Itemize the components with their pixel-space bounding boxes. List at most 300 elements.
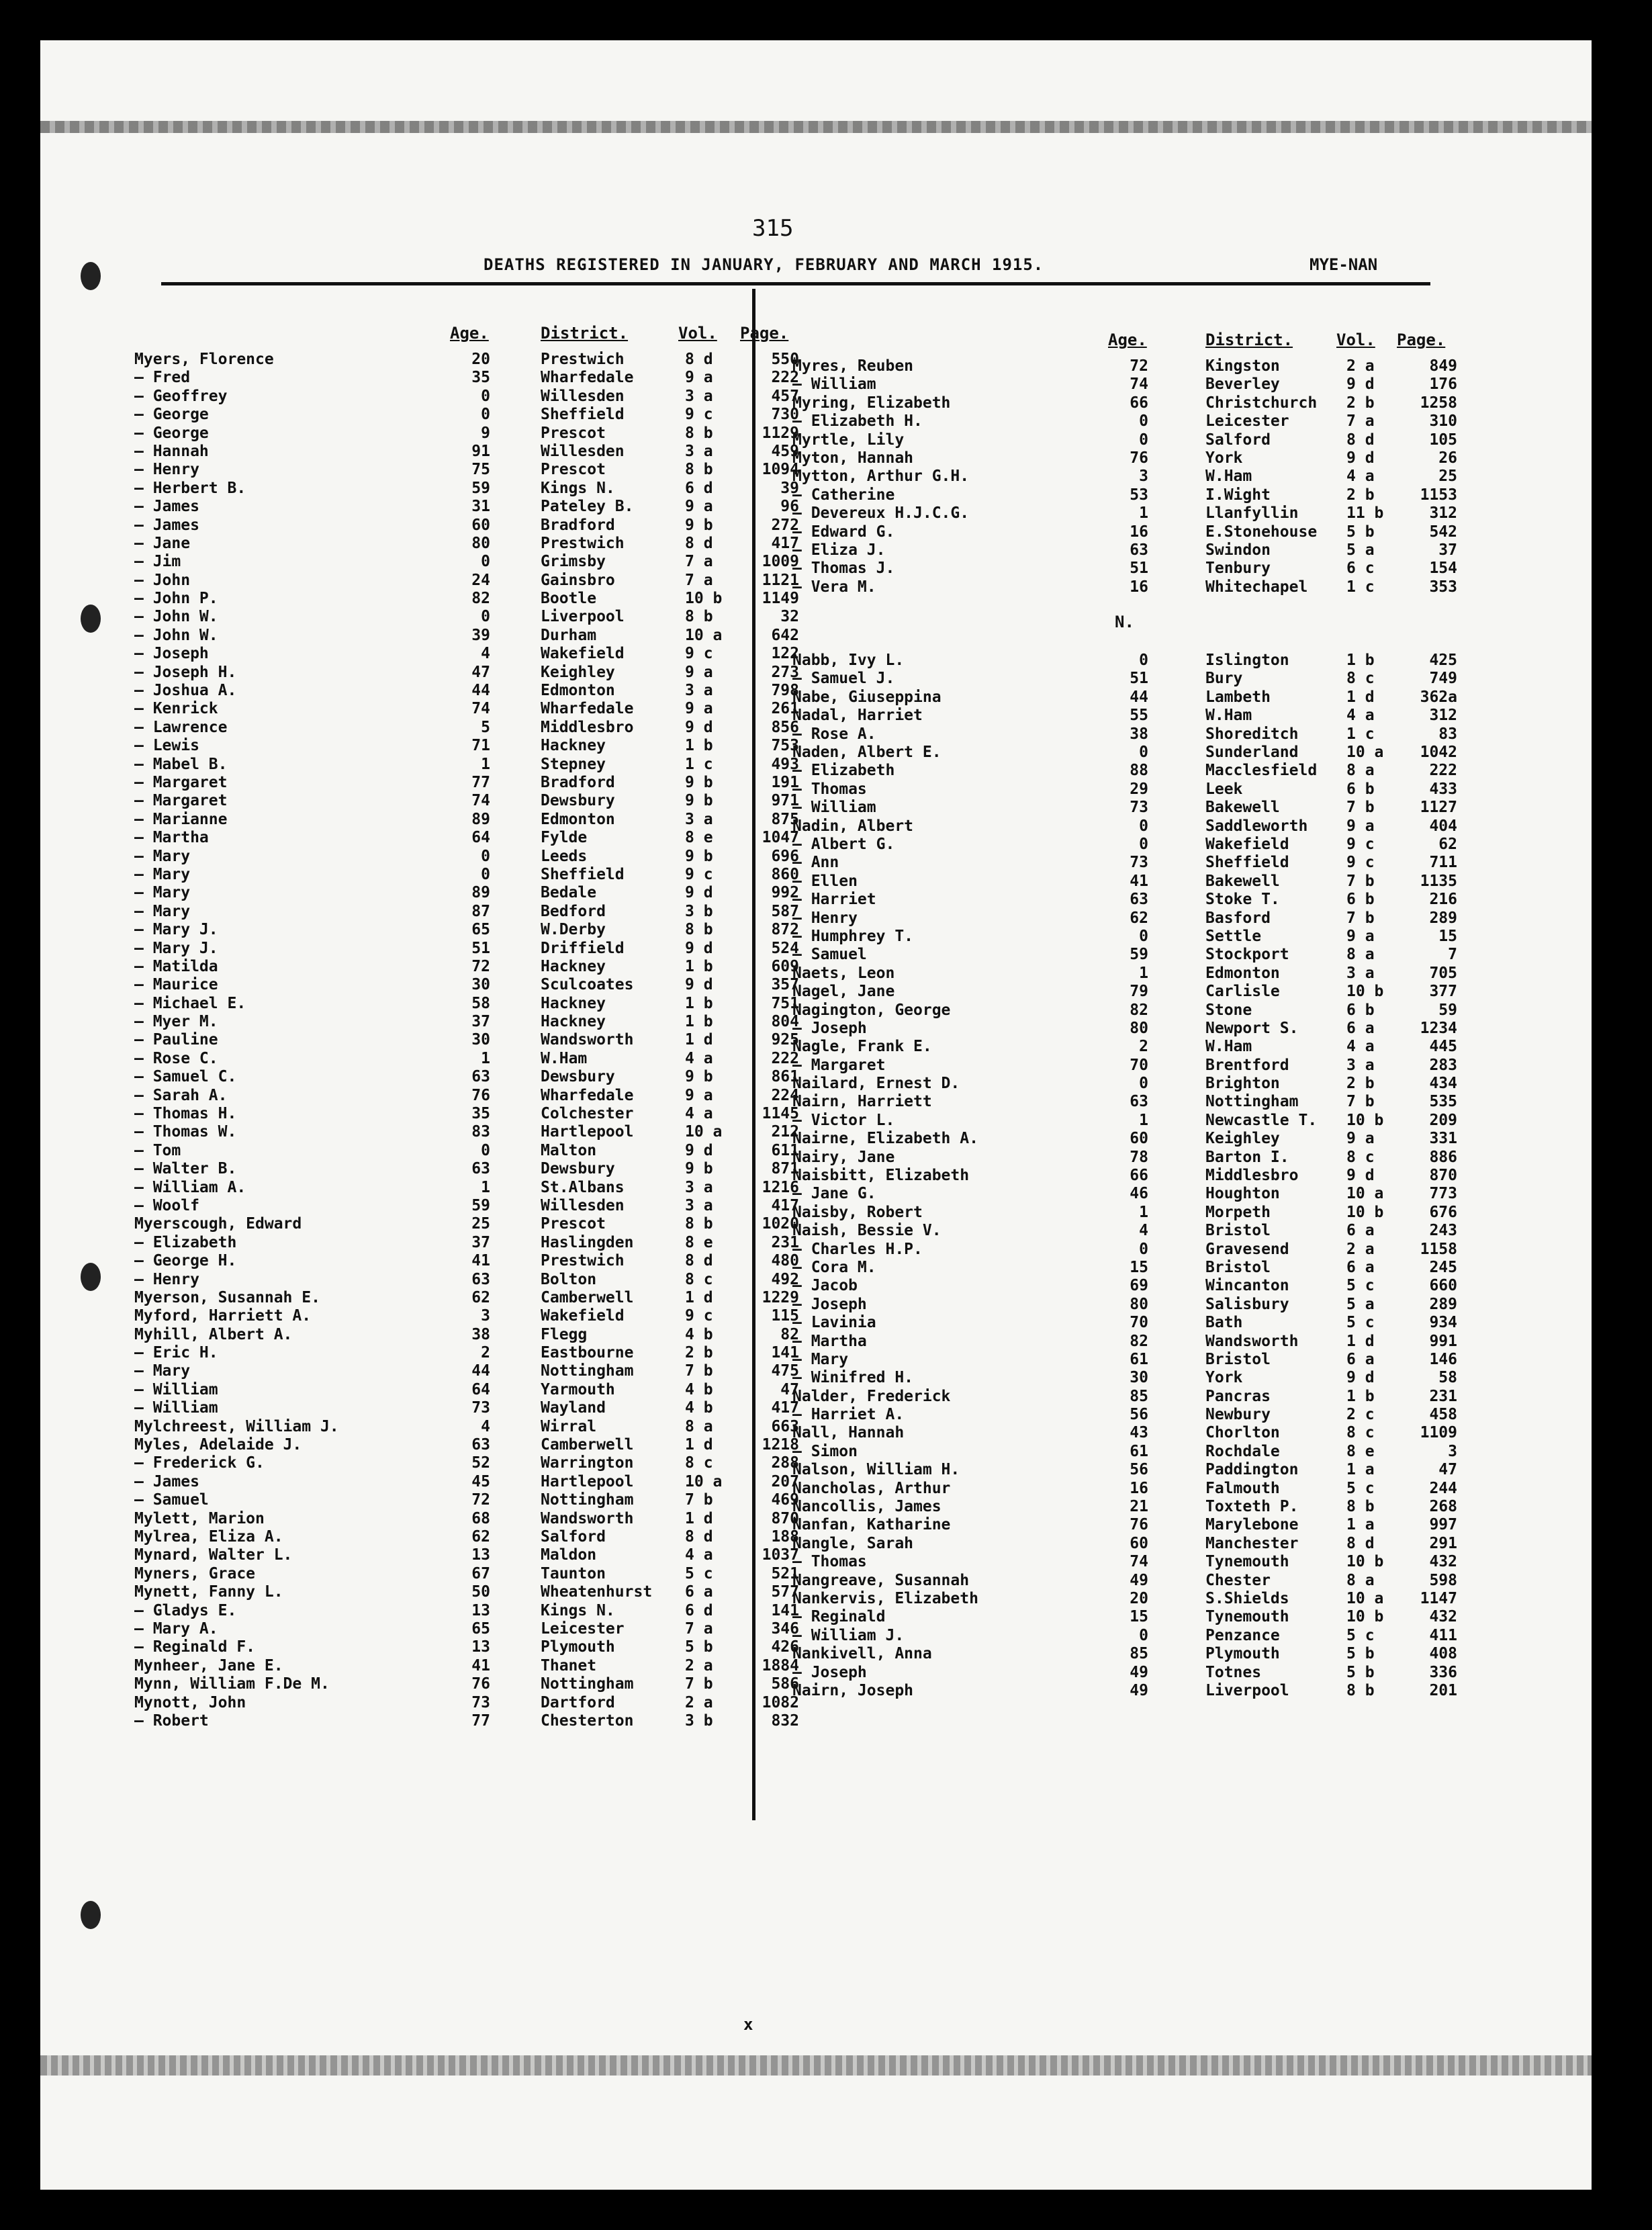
register-entry	[134, 1601, 799, 1620]
entry-vol: 5 b	[685, 1638, 713, 1656]
entry-name: — Mary J.	[134, 939, 218, 957]
entry-district: Toxteth P.	[1205, 1498, 1299, 1516]
entry-page: 357	[771, 976, 799, 994]
entry-age: 41	[1130, 872, 1148, 890]
register-entry	[792, 1038, 1457, 1056]
entry-vol: 7 a	[685, 571, 713, 589]
entry-name: — Harriet	[792, 891, 876, 909]
register-entry	[134, 1399, 799, 1417]
entry-age: 59	[1130, 946, 1148, 964]
entry-page: 992	[771, 884, 799, 902]
register-entry	[134, 1123, 799, 1141]
entry-vol: 3 a	[685, 1178, 713, 1196]
punch-hole	[81, 262, 101, 290]
entry-page: 1020	[762, 1215, 799, 1233]
entry-vol: 1 c	[1346, 578, 1375, 596]
entry-age: 44	[471, 682, 490, 700]
entry-vol: 3 a	[685, 442, 713, 460]
entry-age: 16	[1130, 578, 1148, 596]
register-entry	[792, 1001, 1457, 1020]
entry-district: Wakefield	[1205, 835, 1289, 853]
entry-age: 47	[471, 663, 490, 681]
entry-name: Nankivell, Anna	[792, 1645, 932, 1663]
entry-age: 73	[471, 1693, 490, 1711]
entry-vol: 7 b	[1346, 909, 1375, 927]
entry-district: Bootle	[541, 590, 597, 608]
page-title: DEATHS REGISTERED IN JANUARY, FEBRUARY AND MARCH 1915.	[484, 255, 1044, 274]
entry-name: — Mary A.	[134, 1619, 218, 1638]
entry-vol: 9 c	[685, 645, 713, 663]
entry-name: Nailard, Ernest D.	[792, 1075, 960, 1093]
entry-vol: 8 c	[685, 1454, 713, 1472]
register-entry	[134, 810, 799, 829]
entry-district: Bedale	[541, 884, 597, 902]
register-entry	[792, 394, 1457, 412]
entry-age: 4	[481, 645, 490, 663]
entry-name: Mytton, Arthur G.H.	[792, 467, 970, 486]
entry-district: Bradford	[541, 773, 615, 791]
entry-name: — William	[134, 1380, 218, 1398]
entry-age: 72	[1130, 357, 1148, 375]
entry-page: 445	[1429, 1038, 1457, 1056]
entry-vol: 5 c	[685, 1564, 713, 1582]
entry-district: Sheffield	[1205, 854, 1289, 872]
entry-age: 16	[1130, 1479, 1148, 1497]
entry-age: 39	[471, 626, 490, 644]
entry-name: — Myer M.	[134, 1013, 218, 1031]
entry-vol: 8 e	[685, 829, 713, 847]
entry-vol: 7 a	[685, 553, 713, 571]
entry-age: 87	[471, 902, 490, 920]
entry-vol: 9 a	[1346, 1130, 1375, 1148]
entry-age: 31	[471, 498, 490, 516]
register-entry	[792, 744, 1457, 762]
register-entry	[134, 1196, 799, 1215]
entry-age: 76	[1130, 449, 1148, 467]
entry-page: 243	[1429, 1222, 1457, 1240]
entry-district: Carlisle	[1205, 983, 1280, 1001]
entry-name: Nagle, Frank E.	[792, 1038, 932, 1056]
entry-age: 70	[1130, 1314, 1148, 1332]
entry-page: 587	[771, 902, 799, 920]
entry-vol: 2 b	[685, 1344, 713, 1362]
register-entry	[792, 1222, 1457, 1240]
entry-page: 798	[771, 682, 799, 700]
entry-name: Myerson, Susannah E.	[134, 1288, 320, 1306]
entry-page: 312	[1429, 504, 1457, 523]
entry-name: — Jim	[134, 553, 181, 571]
entry-district: Sculcoates	[541, 976, 634, 994]
entry-age: 53	[1130, 486, 1148, 504]
entry-age: 63	[1130, 541, 1148, 559]
entry-name: — William	[792, 375, 876, 394]
entry-page: 749	[1429, 670, 1457, 688]
entry-age: 56	[1130, 1406, 1148, 1424]
entry-page: 832	[771, 1711, 799, 1730]
entry-district: Willesden	[541, 442, 625, 460]
entry-district: Sunderland	[1205, 744, 1299, 762]
entry-district: E.Stonehouse	[1205, 523, 1318, 541]
entry-page: 26	[1438, 449, 1457, 467]
entry-name: — Humphrey T.	[792, 927, 914, 945]
entry-vol: 3 b	[685, 1711, 713, 1730]
register-entry	[134, 1049, 799, 1068]
entry-vol: 6 a	[1346, 1222, 1375, 1240]
entry-age: 13	[471, 1546, 490, 1564]
register-entry	[134, 626, 799, 645]
entry-district: Bakewell	[1205, 799, 1280, 817]
entry-district: Hartlepool	[541, 1472, 634, 1490]
entry-page: 535	[1429, 1093, 1457, 1111]
entry-name: Mylett, Marion	[134, 1509, 265, 1527]
entry-name: — Eliza J.	[792, 541, 886, 559]
entry-district: Beverley	[1205, 375, 1280, 394]
entry-vol: 4 a	[1346, 1038, 1375, 1056]
entry-vol: 9 a	[1346, 817, 1375, 835]
register-entry	[792, 541, 1457, 560]
register-entry	[134, 1638, 799, 1656]
register-entry	[134, 1711, 799, 1730]
register-entry	[792, 1314, 1457, 1332]
entry-district: Maldon	[541, 1546, 597, 1564]
register-entry	[792, 431, 1457, 449]
entry-vol: 4 a	[1346, 467, 1375, 486]
entry-age: 2	[481, 1344, 490, 1362]
entry-age: 51	[1130, 560, 1148, 578]
entry-name: Mynn, William F.De M.	[134, 1675, 330, 1693]
entry-age: 0	[1139, 1626, 1148, 1644]
entry-name: — Thomas	[792, 780, 867, 798]
entry-district: Bath	[1205, 1314, 1243, 1332]
entry-page: 1149	[762, 590, 799, 608]
entry-name: Nalder, Frederick	[792, 1387, 951, 1405]
entry-district: Barton I.	[1205, 1148, 1289, 1166]
entry-name: — Thomas W.	[134, 1123, 237, 1141]
scan-edge-band	[40, 121, 1592, 133]
entry-age: 65	[471, 921, 490, 939]
entry-page: 272	[771, 516, 799, 534]
entry-vol: 3 b	[685, 902, 713, 920]
entry-vol: 9 b	[685, 792, 713, 810]
entry-district: Newport S.	[1205, 1019, 1299, 1037]
entry-vol: 9 a	[685, 700, 713, 718]
entry-vol: 9 d	[685, 1141, 713, 1159]
entry-page: 1042	[1420, 744, 1457, 762]
entry-name: — William A.	[134, 1178, 246, 1196]
entry-page: 408	[1429, 1645, 1457, 1663]
left-column	[134, 324, 799, 1730]
entry-age: 50	[471, 1583, 490, 1601]
register-entry	[134, 1141, 799, 1160]
entry-age: 63	[471, 1270, 490, 1288]
entry-district: Edmonton	[541, 682, 615, 700]
entry-vol: 1 a	[1346, 1516, 1375, 1534]
entry-page: 245	[1429, 1258, 1457, 1276]
entry-district: Tynemouth	[1205, 1553, 1289, 1571]
entry-name: Mylrea, Eliza A.	[134, 1528, 283, 1546]
register-entry	[134, 663, 799, 682]
entry-page: 32	[780, 608, 799, 626]
entry-age: 80	[1130, 1295, 1148, 1313]
entry-name: — Lawrence	[134, 718, 228, 736]
entry-list	[792, 357, 1457, 596]
entry-district: Wakefield	[541, 645, 625, 663]
entry-age: 60	[1130, 1130, 1148, 1148]
entry-district: Plymouth	[1205, 1645, 1280, 1663]
entry-name: Myerscough, Edward	[134, 1215, 302, 1233]
entry-vol: 7 b	[1346, 872, 1375, 890]
register-entry	[792, 1516, 1457, 1534]
entry-vol: 9 a	[685, 369, 713, 387]
entry-district: Wharfedale	[541, 700, 634, 718]
entry-vol: 8 a	[1346, 762, 1375, 780]
entry-page: 1258	[1420, 394, 1457, 412]
entry-district: Leicester	[1205, 412, 1289, 431]
entry-age: 69	[1130, 1277, 1148, 1295]
entry-district: W.Ham	[1205, 707, 1252, 725]
entry-page: 58	[1438, 1369, 1457, 1387]
entry-page: 188	[771, 1528, 799, 1546]
entry-vol: 8 b	[685, 461, 713, 479]
entry-district: Shoreditch	[1205, 725, 1299, 743]
entry-district: Manchester	[1205, 1534, 1299, 1552]
entry-vol: 3 a	[685, 810, 713, 828]
entry-age: 15	[1130, 1258, 1148, 1276]
register-entry	[134, 424, 799, 443]
entry-district: Dewsbury	[541, 1068, 615, 1086]
entry-name: Myners, Grace	[134, 1564, 256, 1582]
entry-district: Keighley	[1205, 1130, 1280, 1148]
entry-page: 105	[1429, 431, 1457, 449]
entry-vol: 3 a	[1346, 964, 1375, 982]
entry-district: Plymouth	[541, 1638, 615, 1656]
entry-district: Totnes	[1205, 1663, 1262, 1681]
entry-page: 146	[1429, 1350, 1457, 1368]
entry-age: 0	[481, 387, 490, 405]
entry-age: 62	[1130, 909, 1148, 927]
register-entry	[134, 1436, 799, 1454]
entry-district: York	[1205, 1369, 1243, 1387]
register-entry	[134, 590, 799, 608]
entry-name: — Elizabeth	[792, 762, 895, 780]
entry-age: 60	[1130, 1534, 1148, 1552]
entry-name: Mynheer, Jane E.	[134, 1656, 283, 1675]
entry-page: 1135	[1420, 872, 1457, 890]
entry-page: 222	[1429, 762, 1457, 780]
entry-name: — Maurice	[134, 976, 218, 994]
register-entry	[134, 957, 799, 976]
entry-district: Wincanton	[1205, 1277, 1289, 1295]
entry-age: 79	[1130, 983, 1148, 1001]
entry-vol: 1 d	[1346, 688, 1375, 706]
entry-vol: 4 b	[685, 1325, 713, 1343]
entry-name: — Catherine	[792, 486, 895, 504]
entry-age: 1	[1139, 964, 1148, 982]
entry-name: Nabe, Giuseppina	[792, 688, 942, 706]
register-entry	[792, 504, 1457, 523]
register-entry	[792, 1406, 1457, 1424]
entry-vol: 3 a	[1346, 1056, 1375, 1074]
entry-age: 49	[1130, 1681, 1148, 1699]
entry-district: Prescot	[541, 424, 606, 442]
entry-vol: 9 d	[1346, 1369, 1375, 1387]
entry-age: 55	[1130, 707, 1148, 725]
register-entry	[134, 534, 799, 553]
entry-page: 705	[1429, 964, 1457, 982]
entry-district: Edmonton	[1205, 964, 1280, 982]
register-entry	[134, 829, 799, 847]
entry-age: 0	[1139, 744, 1148, 762]
entry-name: — Samuel	[792, 946, 867, 964]
entry-vol: 8 d	[1346, 431, 1375, 449]
entry-page: 268	[1429, 1498, 1457, 1516]
entry-age: 67	[471, 1564, 490, 1582]
entry-district: Pateley B.	[541, 498, 634, 516]
register-entry	[792, 523, 1457, 541]
entry-age: 82	[1130, 1001, 1148, 1019]
entry-age: 60	[471, 516, 490, 534]
register-entry	[134, 718, 799, 737]
register-entry	[792, 835, 1457, 854]
entry-district: W.Ham	[541, 1049, 588, 1067]
register-entry	[134, 1215, 799, 1233]
entry-age: 61	[1130, 1350, 1148, 1368]
entry-age: 59	[471, 1196, 490, 1214]
entry-age: 3	[481, 1307, 490, 1325]
register-entry	[792, 964, 1457, 983]
register-entry	[134, 884, 799, 902]
entry-district: Prescot	[541, 1215, 606, 1233]
punch-hole	[81, 1901, 101, 1929]
entry-district: Keighley	[541, 663, 615, 681]
entry-page: 1127	[1420, 799, 1457, 817]
entry-vol: 6 b	[1346, 1001, 1375, 1019]
entry-age: 45	[471, 1472, 490, 1490]
entry-vol: 9 d	[1346, 1167, 1375, 1185]
entry-page: 711	[1429, 854, 1457, 872]
register-entry	[792, 817, 1457, 836]
entry-name: Nanfan, Katharine	[792, 1516, 951, 1534]
register-entry	[134, 442, 799, 461]
entry-district: Bedford	[541, 902, 606, 920]
register-entry	[134, 498, 799, 516]
entry-vol: 1 b	[1346, 1387, 1375, 1405]
entry-vol: 8 e	[685, 1233, 713, 1251]
entry-page: 475	[771, 1362, 799, 1380]
entry-vol: 6 d	[685, 479, 713, 497]
register-entry	[792, 486, 1457, 504]
entry-age: 78	[1130, 1148, 1148, 1166]
entry-age: 80	[1130, 1019, 1148, 1037]
register-entry	[792, 1387, 1457, 1406]
entry-page: 432	[1429, 1608, 1457, 1626]
entry-district: Nottingham	[541, 1675, 634, 1693]
entry-age: 0	[1139, 431, 1148, 449]
scan-edge-band	[40, 2055, 1592, 2076]
register-entry	[134, 645, 799, 663]
entry-page: 62	[1438, 835, 1457, 853]
entry-name: Mynott, John	[134, 1693, 246, 1711]
entry-vol: 7 a	[1346, 412, 1375, 431]
entry-district: Rochdale	[1205, 1442, 1280, 1460]
entry-vol: 9 c	[685, 406, 713, 424]
entry-age: 0	[481, 865, 490, 883]
entry-vol: 9 b	[685, 1068, 713, 1086]
entry-name: — Margaret	[134, 792, 228, 810]
entry-name: Nangle, Sarah	[792, 1534, 914, 1552]
entry-age: 9	[481, 424, 490, 442]
entry-district: Pancras	[1205, 1387, 1271, 1405]
register-entry	[792, 1167, 1457, 1185]
entry-vol: 8 a	[1346, 946, 1375, 964]
entry-page: 336	[1429, 1663, 1457, 1681]
entry-vol: 9 c	[685, 1307, 713, 1325]
register-entry	[792, 707, 1457, 725]
entry-district: W.Ham	[1205, 467, 1252, 486]
entry-age: 1	[1139, 504, 1148, 523]
entry-name: — Martha	[792, 1332, 867, 1350]
entry-page: 312	[1429, 707, 1457, 725]
entry-district: Newcastle T.	[1205, 1111, 1318, 1129]
entry-district: Tynemouth	[1205, 1608, 1289, 1626]
entry-page: 642	[771, 626, 799, 644]
entry-district: Salisbury	[1205, 1295, 1289, 1313]
entry-vol: 8 d	[685, 1252, 713, 1270]
entry-age: 64	[471, 829, 490, 847]
entry-page: 753	[771, 737, 799, 755]
entry-age: 70	[1130, 1056, 1148, 1074]
entry-page: 222	[771, 1049, 799, 1067]
entry-vol: 3 a	[685, 682, 713, 700]
register-entry	[792, 725, 1457, 744]
entry-vol: 1 b	[685, 957, 713, 975]
entry-district: Prestwich	[541, 1252, 625, 1270]
entry-district: Macclesfield	[1205, 762, 1318, 780]
entry-vol: 11 b	[1346, 504, 1384, 523]
entry-age: 49	[1130, 1571, 1148, 1589]
entry-page: 861	[771, 1068, 799, 1086]
entry-age: 63	[471, 1436, 490, 1454]
entry-vol: 8 b	[685, 424, 713, 442]
header-vol: Vol.	[678, 324, 717, 343]
entry-district: Willesden	[541, 1196, 625, 1214]
entry-district: Middlesbro	[541, 718, 634, 736]
entry-vol: 9 b	[685, 773, 713, 791]
entry-age: 37	[471, 1013, 490, 1031]
entry-district: Leeds	[541, 847, 588, 865]
register-entry	[792, 357, 1457, 375]
entry-page: 1153	[1420, 486, 1457, 504]
entry-vol: 5 c	[1346, 1314, 1375, 1332]
punch-hole	[81, 1263, 101, 1291]
entry-age: 76	[471, 1086, 490, 1104]
entry-page: 1037	[762, 1546, 799, 1564]
register-entry	[792, 1056, 1457, 1075]
register-entry	[134, 1528, 799, 1546]
entry-name: — Jane G.	[792, 1185, 876, 1203]
register-entry	[134, 1031, 799, 1049]
register-entry	[792, 1424, 1457, 1442]
entry-vol: 9 c	[1346, 854, 1375, 872]
register-entry	[134, 700, 799, 718]
entry-name: Nancholas, Arthur	[792, 1479, 951, 1497]
entry-district: Bristol	[1205, 1350, 1271, 1368]
entry-vol: 9 a	[685, 498, 713, 516]
entry-vol: 5 c	[1346, 1626, 1375, 1644]
entry-page: 469	[771, 1491, 799, 1509]
entry-district: Swindon	[1205, 541, 1271, 559]
entry-district: Haslingden	[541, 1233, 634, 1251]
